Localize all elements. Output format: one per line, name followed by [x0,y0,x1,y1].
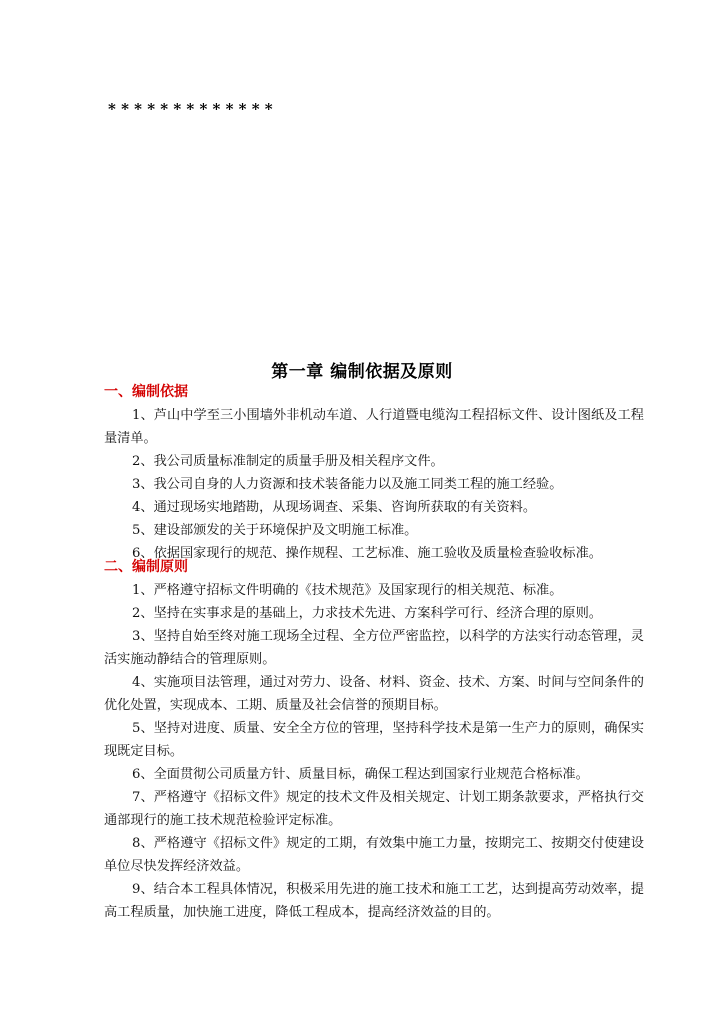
basis-item-4: 4、通过现场实地踏勘，从现场调查、采集、咨询所获取的有关资料。 [132,500,537,515]
principle-item-4: 4、实施项目法管理，通过对劳力、设备、材料、资金、技术、方案、时间与空间条件的优化处置，实现成本、工期、质量及社会信誉的预期目标。 [104,675,644,713]
section-basis [104,381,644,565]
section-heading-basis: 一、编制依据 [104,384,188,400]
principle-item-7: 7、严格遵守《招标文件》规定的技术文件及相关规定、计划工期条款要求，严格执行交通部现行的施工技术规范检验评定标准。 [104,790,644,828]
principle-item-6: 6、全面贯彻公司质量方针、质量目标，确保工程达到国家行业规范合格标准。 [132,767,589,782]
basis-item-6: 6、依据国家现行的规范、操作规程、工艺标准、施工验收及质量检查验收标准。 [132,546,602,561]
principle-item-8: 8、严格遵守《招标文件》规定的工期，有效集中施工力量，按期完工、按期交付使建设单位尽快发挥经济效益。 [104,836,644,874]
basis-item-3: 3、我公司自身的人力资源和技术装备能力以及施工同类工程的施工经验。 [132,477,563,492]
principle-item-1: 1、严格遵守招标文件明确的《技术规范》及国家现行的相关规范、标准。 [132,583,563,598]
chapter-title: 第一章 编制依据及原则 [271,362,453,382]
principle-item-2: 2、坚持在实事求是的基础上，力求技术先进、方案科学可行、经济合理的原则。 [132,606,602,621]
section-principles [104,556,644,924]
principle-item-3: 3、坚持自始至终对施工现场全过程、全方位严密监控，以科学的方法实行动态管理，灵活实施动静结合的管理原则。 [104,629,644,667]
principle-item-9: 9、结合本工程具体情况，积极采用先进的施工技术和施工工艺，达到提高劳动效率，提高工程质量，加快施工进度，降低工程成本，提高经济效益的目的。 [104,882,644,920]
decorative-stars: * * * * * * * * * * * * * [108,100,273,118]
basis-item-1: 1、芦山中学至三小围墙外非机动车道、人行道暨电缆沟工程招标文件、设计图纸及工程量清单。 [104,408,644,446]
basis-item-2: 2、我公司质量标准制定的质量手册及相关程序文件。 [132,454,444,469]
section-heading-principles: 二、编制原则 [104,559,188,575]
basis-item-5: 5、建设部颁发的关于环境保护及文明施工标准。 [132,523,418,538]
principle-item-5: 5、坚持对进度、质量、安全全方位的管理，坚持科学技术是第一生产力的原则，确保实现既定目标。 [104,721,644,759]
